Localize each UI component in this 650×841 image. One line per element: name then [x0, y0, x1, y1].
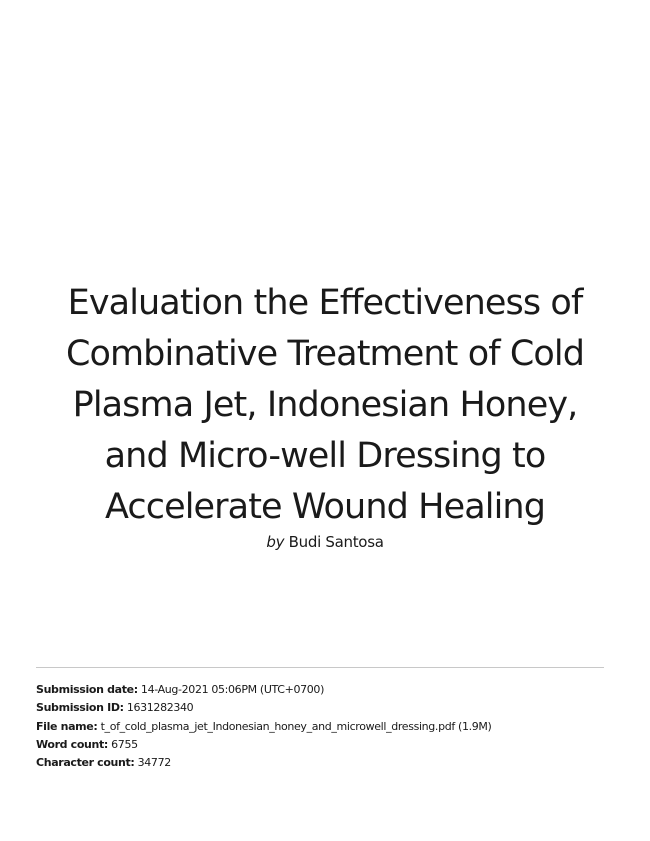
submission-id-label: Submission ID: [36, 701, 124, 715]
title-line: Combinative Treatment of Cold [65, 334, 585, 374]
title-line: and Micro-well Dressing to [104, 436, 546, 476]
submission-date-label: Submission date: [36, 683, 138, 696]
title-line: Accelerate Wound Healing [104, 487, 546, 527]
word-count-value: 6755 [111, 737, 138, 751]
character-count-label: Character count: [36, 756, 135, 770]
submission-date-value: 14-Aug-2021 05:06PM (UTC+0700) [140, 683, 325, 696]
document-title [0, 278, 650, 533]
word-count-label: Word count: [36, 737, 108, 751]
section-divider [36, 667, 604, 668]
title-line: Plasma Jet, Indonesian Honey, [72, 385, 578, 425]
submission-date-row [36, 681, 616, 699]
file-name-row [36, 718, 616, 736]
title-line: Evaluation the Effectiveness of [67, 283, 583, 323]
author-name: Budi Santosa [288, 533, 384, 551]
file-name-value: t_of_cold_plasma_jet_Indonesian_honey_and_microwell_dressing.pdf (1.9M) [100, 719, 492, 733]
submission-id-value: 1631282340 [126, 701, 194, 715]
submission-id-row [36, 699, 616, 717]
character-count-row [36, 754, 616, 772]
submission-info [36, 681, 616, 772]
word-count-row [36, 736, 616, 754]
character-count-value: 34772 [137, 756, 171, 770]
file-name-label: File name: [36, 719, 98, 733]
byline-prefix: by [266, 533, 285, 551]
author-byline [0, 532, 650, 552]
